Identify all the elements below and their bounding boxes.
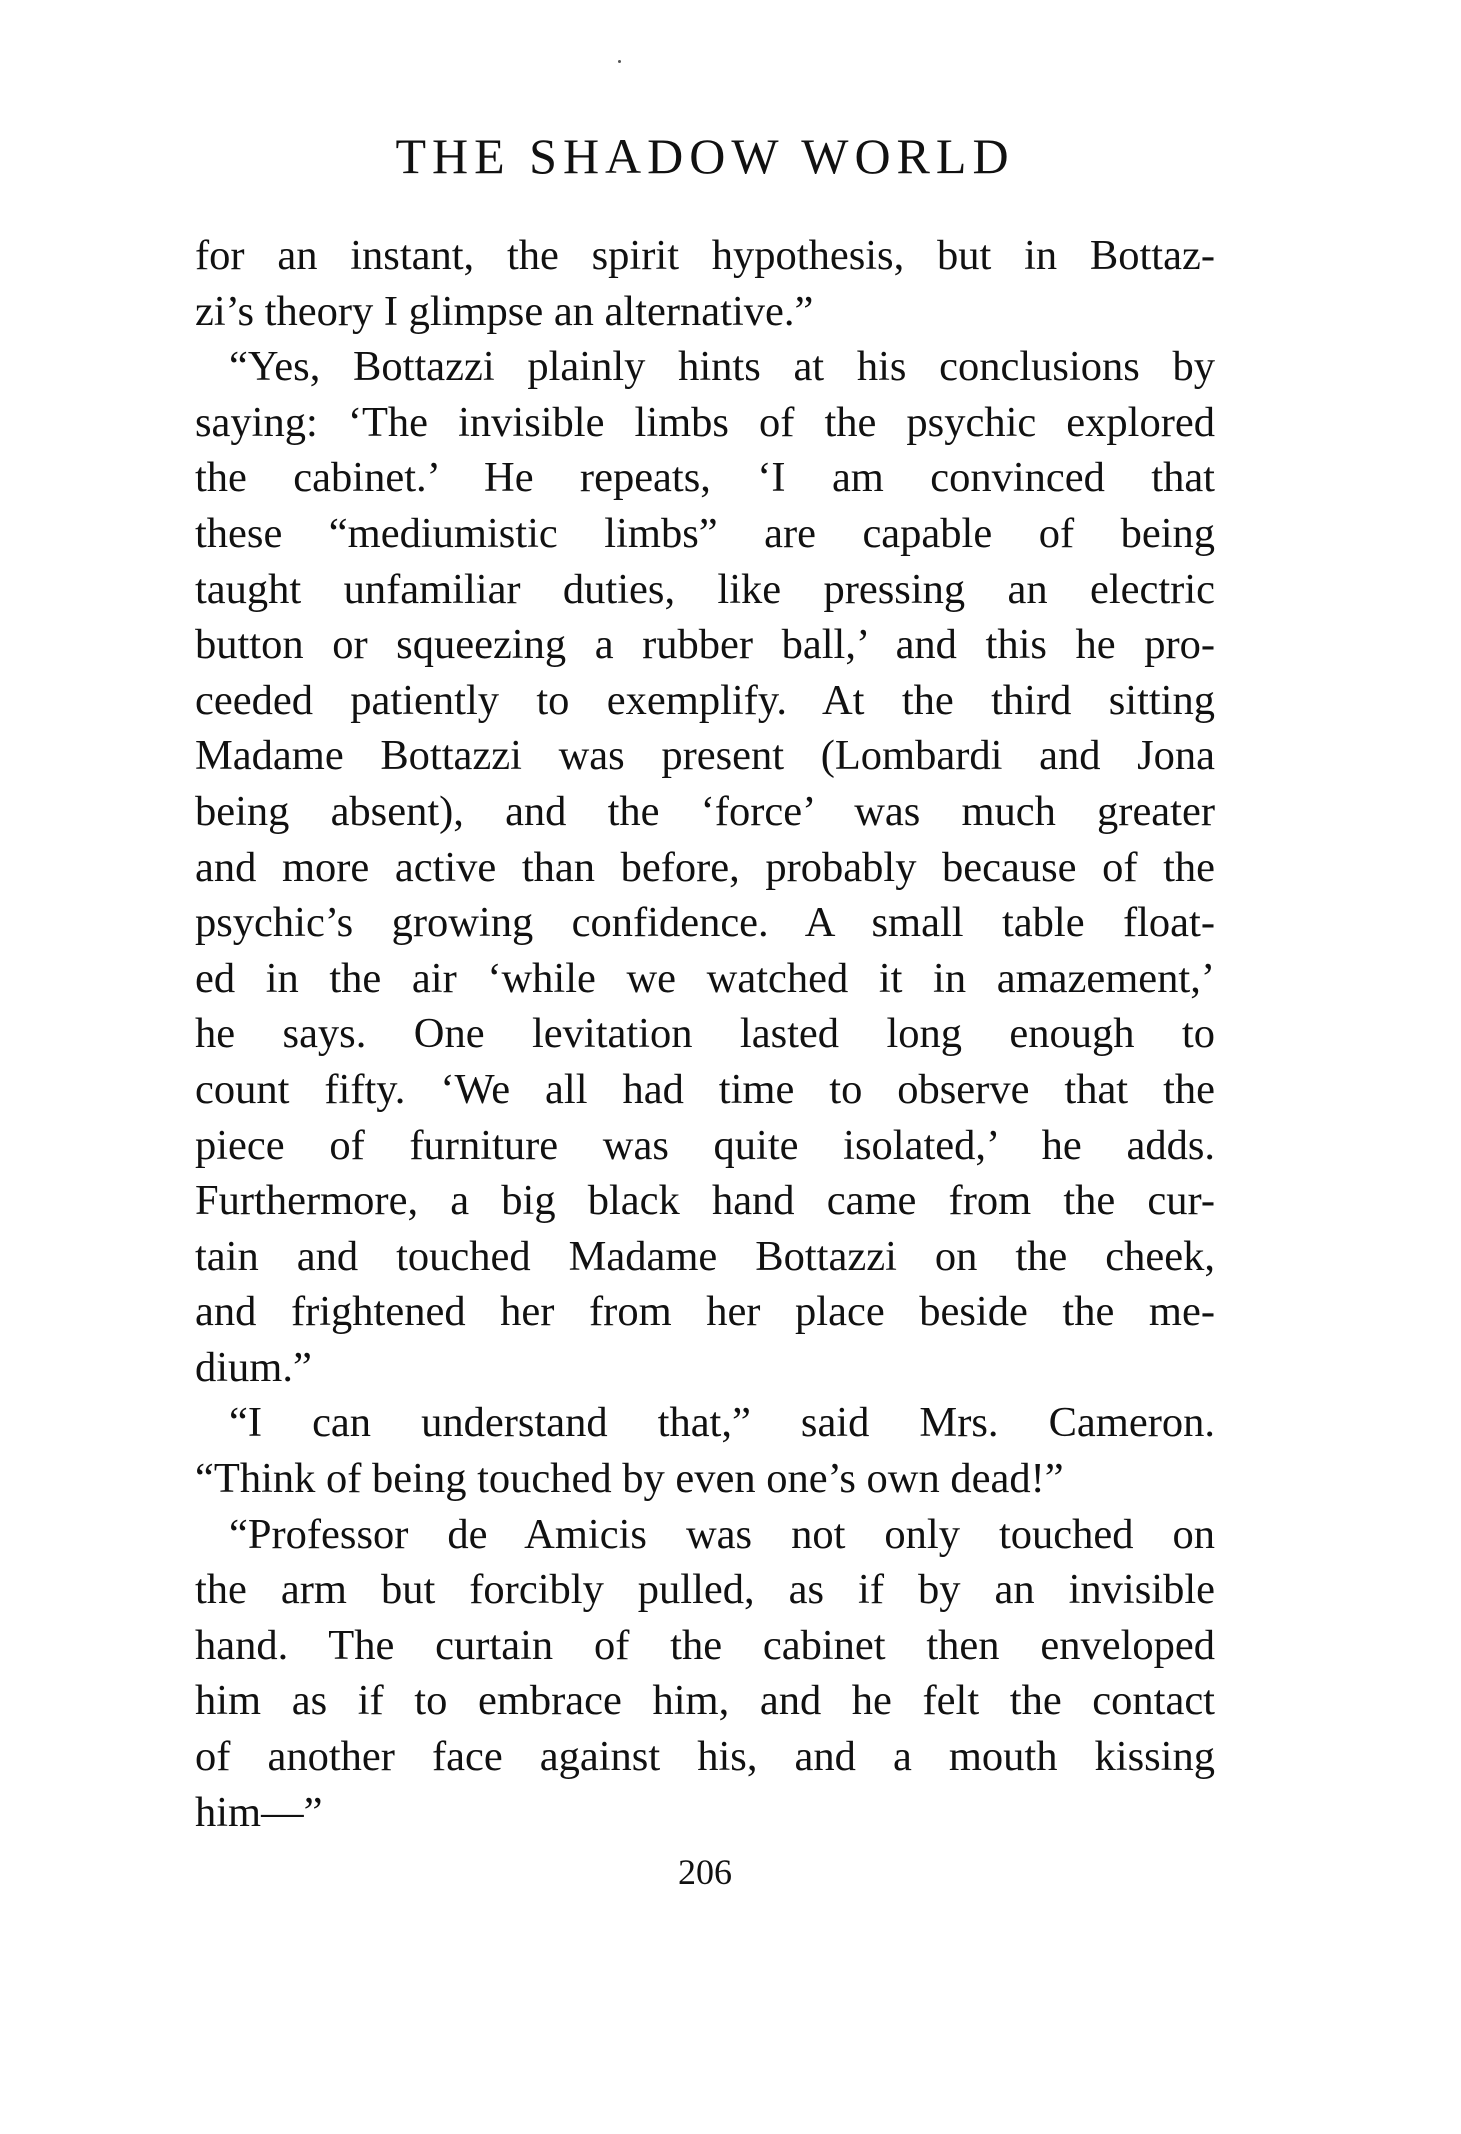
text-line: Furthermore, a big black hand came from the cur- xyxy=(195,1177,1215,1225)
text-line: the cabinet.’ He repeats, ‘I am convinced that xyxy=(195,454,1215,502)
text-line: for an instant, the spirit hypothesis, but in Bottaz- xyxy=(195,232,1215,279)
text-line: “Yes, Bottazzi plainly hints at his conclusions by xyxy=(229,343,1215,391)
running-head: THE SHADOW WORLD xyxy=(395,128,1015,184)
text-line: tain and touched Madame Bottazzi on the cheek, xyxy=(195,1232,1215,1280)
text-line: “Think of being touched by even one’s own dead!” xyxy=(195,1455,1064,1503)
text-line: count fifty. ‘We all had time to observe that the xyxy=(195,1065,1215,1113)
text-line: zi’s theory I glimpse an alternative.” xyxy=(195,287,814,335)
text-line: button or squeezing a rubber ball,’ and this he pro- xyxy=(195,621,1215,669)
text-line: taught unfamiliar duties, like pressing an electric xyxy=(195,565,1215,613)
print-speck xyxy=(618,60,621,63)
text-line: dium.” xyxy=(195,1343,312,1391)
text-line: hand. The curtain of the cabinet then enveloped xyxy=(195,1621,1215,1669)
text-line: him—” xyxy=(195,1788,323,1836)
text-line: ceeded patiently to exemplify. At the third sitting xyxy=(195,676,1215,724)
text-line: “Professor de Amicis was not only touched on xyxy=(229,1510,1215,1558)
text-line: piece of furniture was quite isolated,’ he adds. xyxy=(195,1121,1215,1169)
text-line: Madame Bottazzi was present (Lombardi and Jona xyxy=(195,732,1215,780)
text-line: saying: ‘The invisible limbs of the psychic explored xyxy=(195,398,1215,446)
text-line: being absent), and the ‘force’ was much greater xyxy=(195,787,1215,835)
page-body-text xyxy=(195,228,1215,1840)
text-line: and more active than before, probably because of the xyxy=(195,843,1215,891)
text-line: and frightened her from her place beside the me- xyxy=(195,1288,1215,1336)
text-line: these “mediumistic limbs” are capable of being xyxy=(195,509,1215,557)
text-line: of another face against his, and a mouth kissing xyxy=(195,1733,1215,1781)
text-line: he says. One levitation lasted long enough to xyxy=(195,1010,1215,1058)
text-line: him as if to embrace him, and he felt the contact xyxy=(195,1677,1215,1725)
text-line: “I can understand that,” said Mrs. Cameron. xyxy=(229,1399,1215,1447)
text-line: psychic’s growing confidence. A small table float- xyxy=(195,899,1215,947)
text-line: the arm but forcibly pulled, as if by an invisible xyxy=(195,1566,1215,1614)
text-line: ed in the air ‘while we watched it in amazement,’ xyxy=(195,954,1215,1002)
page-number: 206 xyxy=(678,1852,732,1892)
